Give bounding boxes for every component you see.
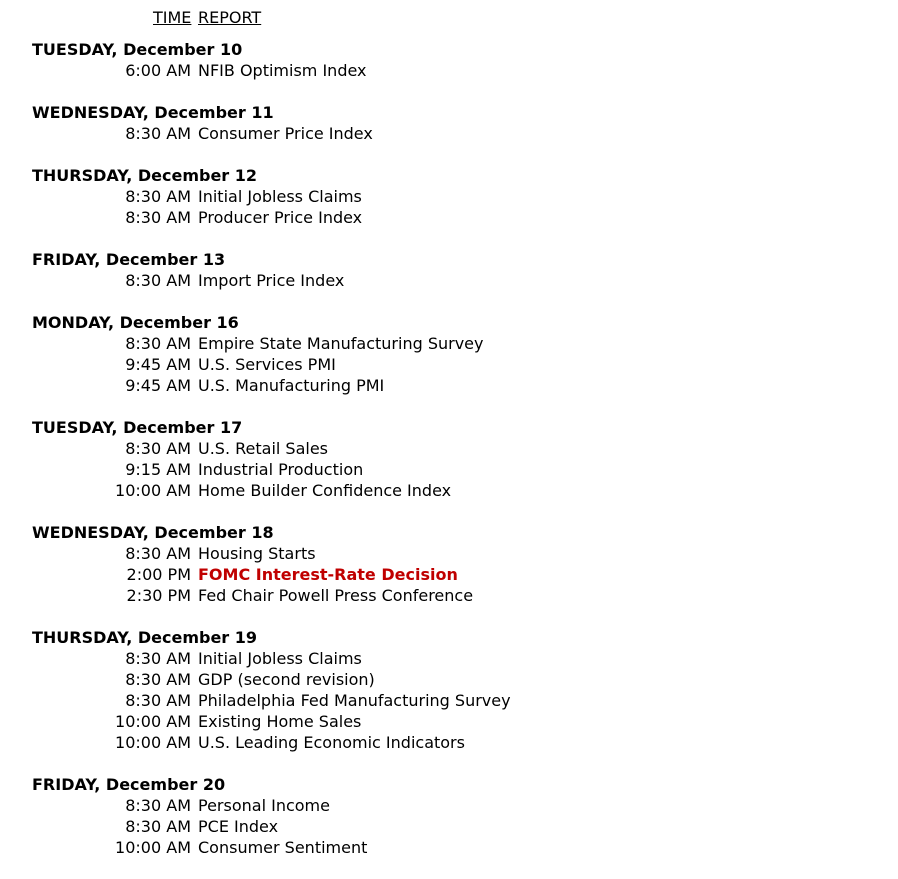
event-time: 6:00 AM — [125, 61, 191, 80]
event-report: Philadelphia Fed Manufacturing Survey — [198, 691, 511, 710]
event-report: Producer Price Index — [198, 208, 363, 227]
day-heading: THURSDAY, December 19 — [32, 628, 258, 647]
event-time: 8:30 AM — [125, 544, 191, 563]
event-row — [0, 207, 898, 228]
event-time: 9:45 AM — [125, 376, 191, 395]
event-row — [0, 816, 898, 837]
event-report: Consumer Sentiment — [198, 838, 368, 857]
event-time: 8:30 AM — [125, 439, 191, 458]
event-row — [0, 354, 898, 375]
event-report: Housing Starts — [198, 544, 316, 563]
event-row — [0, 270, 898, 291]
event-report: Existing Home Sales — [198, 712, 362, 731]
time-column-header: TIME — [153, 8, 192, 27]
event-row — [0, 837, 898, 858]
day-heading: TUESDAY, December 10 — [32, 40, 243, 59]
event-time: 8:30 AM — [125, 817, 191, 836]
event-row — [0, 375, 898, 396]
event-time: 8:30 AM — [125, 670, 191, 689]
event-report: NFIB Optimism Index — [198, 61, 367, 80]
event-report: Import Price Index — [198, 271, 345, 290]
day-section — [0, 417, 898, 501]
day-section — [0, 627, 898, 753]
event-report: Consumer Price Index — [198, 124, 373, 143]
event-time: 10:00 AM — [115, 838, 191, 857]
event-row — [0, 585, 898, 606]
event-time: 8:30 AM — [125, 208, 191, 227]
event-time: 9:15 AM — [125, 460, 191, 479]
event-row — [0, 333, 898, 354]
day-section — [0, 165, 898, 228]
event-row — [0, 123, 898, 144]
event-row — [0, 60, 898, 81]
event-time: 8:30 AM — [125, 271, 191, 290]
event-time: 8:30 AM — [125, 187, 191, 206]
event-time: 8:30 AM — [125, 691, 191, 710]
column-header — [0, 7, 898, 28]
event-row — [0, 438, 898, 459]
event-report: Home Builder Confidence Index — [198, 481, 452, 500]
event-row — [0, 795, 898, 816]
event-report: Fed Chair Powell Press Conference — [198, 586, 474, 605]
event-report: U.S. Leading Economic Indicators — [198, 733, 465, 752]
event-report: Initial Jobless Claims — [198, 649, 362, 668]
event-time: 10:00 AM — [115, 733, 191, 752]
event-time: 8:30 AM — [125, 796, 191, 815]
day-section — [0, 522, 898, 606]
event-report: Initial Jobless Claims — [198, 187, 362, 206]
day-heading: FRIDAY, December 13 — [32, 250, 226, 269]
day-heading: FRIDAY, December 20 — [32, 775, 226, 794]
economic-calendar — [0, 39, 898, 879]
event-row — [0, 186, 898, 207]
event-row — [0, 732, 898, 753]
event-time: 8:30 AM — [125, 334, 191, 353]
event-report: Industrial Production — [198, 460, 364, 479]
highlighted-event-row — [0, 564, 898, 585]
event-time: 9:45 AM — [125, 355, 191, 374]
event-report: Personal Income — [198, 796, 330, 815]
event-time: 10:00 AM — [115, 712, 191, 731]
day-section — [0, 249, 898, 291]
event-row — [0, 690, 898, 711]
day-section — [0, 102, 898, 144]
event-time: 2:30 PM — [126, 586, 191, 605]
day-heading: TUESDAY, December 17 — [32, 418, 243, 437]
day-section — [0, 39, 898, 81]
day-heading: MONDAY, December 16 — [32, 313, 239, 332]
day-section — [0, 312, 898, 396]
event-row — [0, 543, 898, 564]
event-report: FOMC Interest-Rate Decision — [198, 565, 458, 584]
day-heading: THURSDAY, December 12 — [32, 166, 258, 185]
event-report: U.S. Manufacturing PMI — [198, 376, 385, 395]
event-report: U.S. Services PMI — [198, 355, 336, 374]
event-time: 8:30 AM — [125, 124, 191, 143]
report-column-header: REPORT — [198, 8, 262, 27]
event-report: U.S. Retail Sales — [198, 439, 329, 458]
event-report: Empire State Manufacturing Survey — [198, 334, 484, 353]
day-heading: WEDNESDAY, December 11 — [32, 103, 274, 122]
event-report: PCE Index — [198, 817, 279, 836]
event-time: 10:00 AM — [115, 481, 191, 500]
event-time: 8:30 AM — [125, 649, 191, 668]
event-time: 2:00 PM — [126, 565, 191, 584]
event-row — [0, 648, 898, 669]
day-heading: WEDNESDAY, December 18 — [32, 523, 274, 542]
day-section — [0, 774, 898, 858]
event-row — [0, 480, 898, 501]
event-row — [0, 459, 898, 480]
event-report: GDP (second revision) — [198, 670, 375, 689]
event-row — [0, 711, 898, 732]
event-row — [0, 669, 898, 690]
